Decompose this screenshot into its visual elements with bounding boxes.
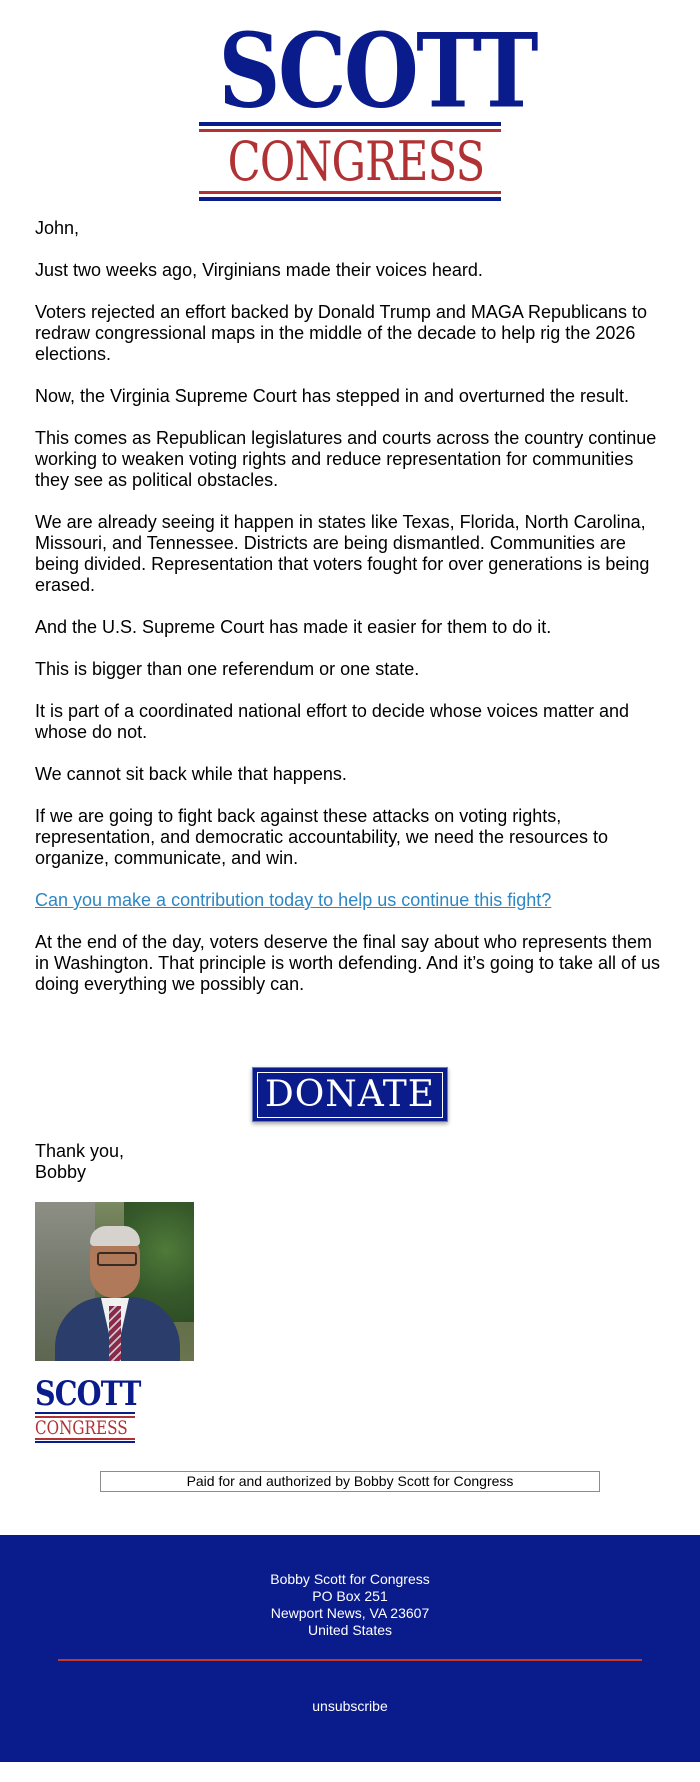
footer-po-box: PO Box 251 — [312, 1588, 388, 1604]
closing-paragraph: At the end of the day, voters deserve the final say about who represents them in Washington. That principle is worth defending. And it’s going to take all of us doing everything we possibly can. — [35, 932, 661, 994]
donate-button-label: DONATE — [257, 1072, 443, 1118]
footer-country: United States — [307, 1622, 393, 1638]
body-paragraph-1: Just two weeks ago, Virginians made their voices heard. — [35, 260, 483, 280]
body-paragraph-9: We cannot sit back while that happens. — [35, 764, 347, 784]
contribution-link[interactable]: Can you make a contribution today to help us continue this fight? — [35, 890, 552, 910]
paid-for-disclaimer: Paid for and authorized by Bobby Scott for Congress — [100, 1471, 600, 1492]
greeting: John, — [35, 218, 80, 238]
body-paragraph-5: We are already seeing it happen in states like Texas, Florida, North Carolina, Missouri, and Tennessee. Districts are being dismantled. Communities are being divided. Representation that voters fought for over generations is being erased. — [35, 512, 650, 595]
body-paragraph-10: If we are going to fight back against these attacks on voting rights, representation, and democratic accountability, we need the resources to organize, communicate, and win. — [35, 806, 608, 868]
body-paragraph-8: It is part of a coordinated national effort to decide whose voices matter and whose do not. — [35, 701, 630, 742]
logo-rule-blue-bottom — [199, 197, 501, 201]
body-paragraph-7: This is bigger than one referendum or one state. — [35, 659, 420, 679]
logo-scott-text: SCOTT — [218, 10, 536, 132]
footer-logo-rule-blue-bottom — [35, 1441, 135, 1443]
body-paragraph-4: This comes as Republican legislatures and courts across the country continue working to weaken voting rights and reduce representation for communities they see as political obstacles. — [35, 428, 657, 490]
donate-button[interactable] — [252, 1067, 448, 1122]
unsubscribe-link[interactable]: unsubscribe — [312, 1698, 388, 1714]
footer-logo[interactable] — [35, 1374, 141, 1439]
footer — [0, 1535, 700, 1762]
footer-org-name: Bobby Scott for Congress — [270, 1571, 430, 1587]
body-paragraph-3: Now, the Virginia Supreme Court has stepped in and overturned the result. — [35, 386, 630, 406]
footer-address — [0, 1571, 700, 1639]
signoff-thanks: Thank you, — [35, 1141, 125, 1161]
header-logo[interactable] — [197, 10, 536, 193]
footer-logo-congress: CONGRESS — [35, 1417, 128, 1439]
body-paragraph-6: And the U.S. Supreme Court has made it easier for them to do it. — [35, 617, 552, 637]
footer-logo-scott: SCOTT — [35, 1374, 141, 1414]
email-body — [35, 218, 665, 1016]
signoff — [35, 1141, 124, 1183]
footer-city: Newport News, VA 23607 — [270, 1605, 430, 1621]
cta-paragraph — [35, 890, 665, 911]
logo-congress-text: CONGRESS — [227, 130, 485, 193]
body-paragraph-2: Voters rejected an effort backed by Donald Trump and MAGA Republicans to redraw congressional maps in the middle of the decade to help rig the 2026 elections. — [35, 302, 648, 364]
signoff-name: Bobby — [35, 1162, 87, 1182]
footer-divider — [58, 1659, 642, 1661]
candidate-photo — [35, 1202, 194, 1361]
